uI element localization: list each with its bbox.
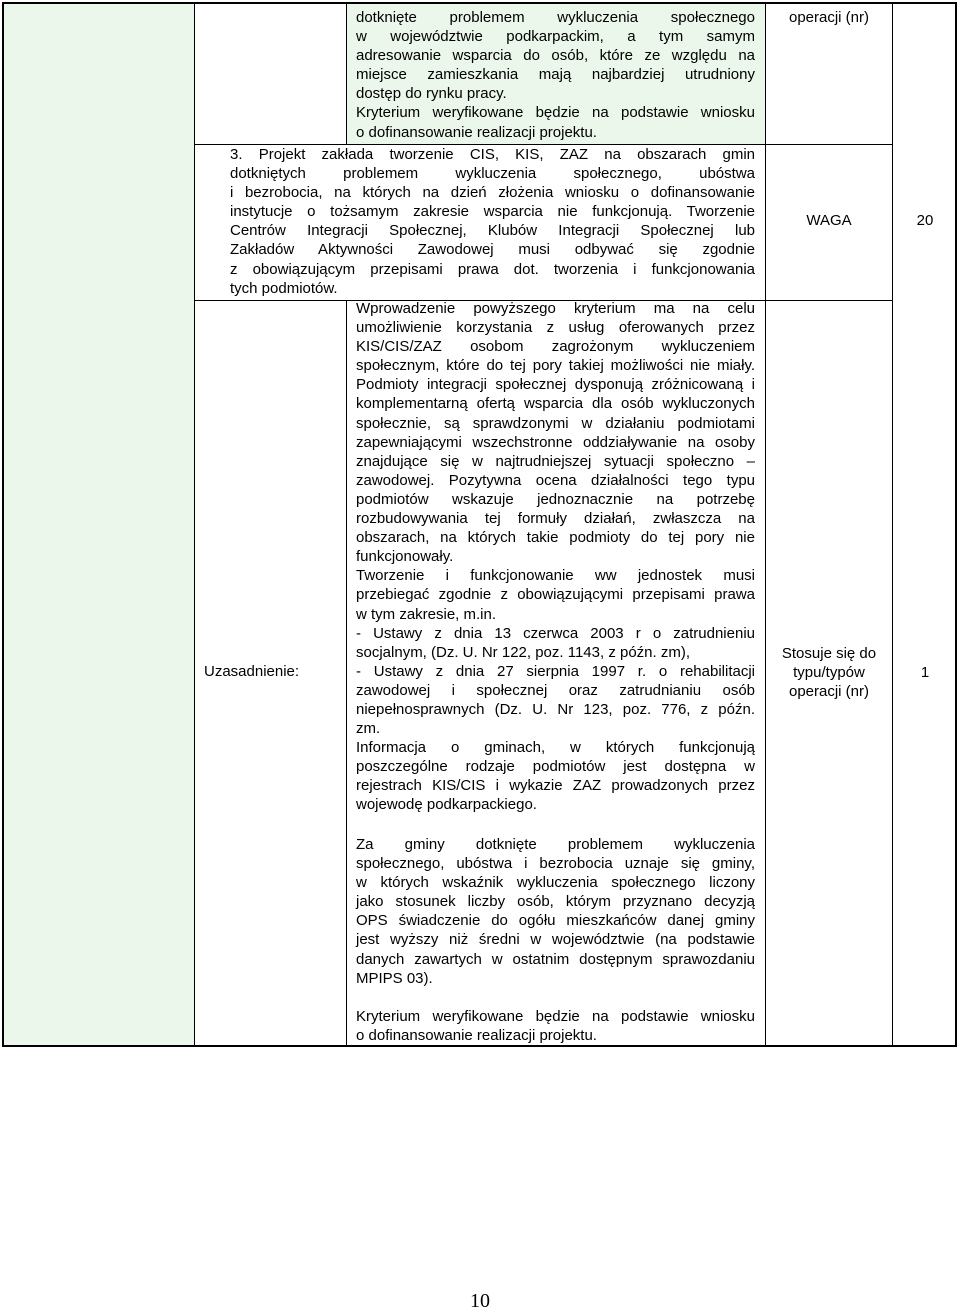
text-line: zapewniającymi wszechstronne oddziaływanie na osoby (356, 433, 755, 451)
applies-to-label: Stosuje się do typu/typów operacji (nr) (781, 645, 877, 701)
criterion-3-description (230, 145, 755, 298)
col-divider-4 (892, 4, 893, 1045)
text-line: w których wskaźnik wykluczenia społecznego liczony (356, 874, 755, 892)
text-line: w województwie podkarpackim, a tym samym (356, 28, 755, 46)
text-line: danych zawartych w ostatnim dostępnym sprawozdaniu (356, 950, 755, 968)
text-line: przebiegać zgodnie z obowiązującymi przepisami prawa (356, 586, 755, 604)
text-line: Wprowadzenie powyższego kryterium ma na celu (356, 300, 755, 317)
text-line: z obowiązującym przepisami prawa dot. tworzenia i funkcjonowania (230, 260, 755, 278)
justification-label: Uzasadnienie: (204, 663, 300, 680)
text-line: zawodowej. Pozytywna ocena działalności tego typu (356, 471, 755, 489)
text-line: dotkniętych problemem wykluczenia społecznego, ubóstwa (230, 165, 755, 183)
weight-label: WAGA (806, 212, 852, 229)
text-line: instytucje o tożsamym zakresie wsparcia nie funkcjonują. Tworzenie (230, 203, 755, 221)
text-line: - Ustawy z dnia 13 czerwca 2003 r o zatrudnieniu (356, 624, 755, 642)
text-line: społecznego, ubóstwa i bezrobocia uznaje się gminy, (356, 855, 755, 873)
justification-text-3 (356, 1007, 755, 1045)
justification-text (356, 299, 755, 815)
text-line: adresowanie wsparcia do osób, które ze względu na (356, 47, 755, 65)
text-line: jest wyższy niż średni w województwie (na podstawie (356, 931, 755, 949)
col-divider-2 (346, 4, 347, 144)
text-line: funkcjonowały. (356, 548, 454, 566)
text-line: zm. (356, 720, 381, 738)
text-line: wojewodę podkarpackiego. (356, 796, 537, 814)
col-divider-2b (346, 300, 347, 1045)
text-line: jako stosunek liczby osób, którym przyznano decyzją (356, 893, 755, 911)
text-line: Kryterium weryfikowane będzie na podstawie wniosku (356, 104, 755, 122)
text-line: o dofinansowanie realizacji projektu. (356, 1027, 597, 1045)
text-line: socjalnym, (Dz. U. Nr 122, poz. 1143, z późn. zm), (356, 643, 691, 661)
text-line: Zakładów Aktywności Zawodowej musi odbywać się zgodnie (230, 241, 755, 259)
label-column-bg (4, 4, 194, 1045)
text-line: dostęp do rynku pracy. (356, 85, 507, 103)
text-line: Informacja o gminach, w których funkcjonują (356, 739, 755, 757)
justification-text-2 (356, 835, 755, 988)
text-line: podmiotów wskazuje jednoznacznie na potrzebę (356, 490, 755, 508)
text-line: społecznym, które do tej pory takiej możliwości nie miały. (356, 357, 755, 375)
text-line: Kryterium weryfikowane będzie na podstawie wniosku (356, 1008, 755, 1025)
text-line: OPS świadczenie do ogółu mieszkańców danej gminy (356, 912, 755, 930)
text-line: rozbudowywania tej formuły działań, zwłaszcza na (356, 510, 755, 528)
text-line: znajdujące się w najtrudniejszej sytuacji społeczno – (356, 452, 755, 470)
col-divider-1 (194, 4, 195, 1045)
text-line: dotknięte problemem wykluczenia społecznego (356, 9, 755, 26)
text-line: niepełnosprawnych (Dz. U. Nr 123, poz. 776, z późn. (356, 700, 755, 718)
applies-to-value: 1 (920, 664, 930, 681)
text-line: poszczególne rodzaje podmiotów jest dostępna w (356, 758, 755, 776)
text-line: 3. Projekt zakłada tworzenie CIS, KIS, ZAZ na obszarach gmin (230, 146, 755, 163)
col-divider-3 (765, 4, 766, 1045)
text-line: o dofinansowanie realizacji projektu. (356, 123, 597, 141)
text-line: w tym zakresie, m.in. (356, 605, 497, 623)
text-line: KIS/CIS/ZAZ osobom zagrożonym wykluczeniem (356, 338, 755, 356)
row-top-description (356, 8, 755, 142)
text-line: umożliwienie korzystania z usług oferowanych przez (356, 319, 755, 337)
text-line: - Ustawy z dnia 27 sierpnia 1997 r. o rehabilitacji (356, 662, 755, 680)
text-line: miejsce zamieszkania mają najbardziej utrudniony (356, 66, 755, 84)
text-line: Za gminy dotknięte problemem wykluczenia (356, 836, 755, 853)
weight-value: 20 (916, 212, 934, 229)
row-top-applies-label: operacji (nr) (788, 9, 870, 26)
text-line: zawodowej i społecznej oraz zatrudnianiu osób (356, 681, 755, 699)
text-line: Podmioty integracji społecznej dysponują zróżnicowaną i (356, 376, 755, 394)
text-line: obszarach, na których takie podmioty do tej pory nie (356, 529, 755, 547)
text-line: tych podmiotów. (230, 279, 338, 297)
text-line: i bezrobocia, na których na dzień złożenia wniosku o dofinansowanie (230, 184, 755, 202)
page-number: 10 (470, 1290, 490, 1312)
criteria-table (2, 2, 957, 1047)
text-line: Tworzenie i funkcjonowanie ww jednostek musi (356, 567, 755, 585)
text-line: rejestrach KIS/CIS i wykazie ZAZ prowadzonych przez (356, 777, 755, 795)
text-line: Centrów Integracji Społecznej, Klubów Integracji Społecznej lub (230, 222, 755, 240)
text-line: społecznie, są sprawdzonymi w działaniu podmiotami (356, 414, 755, 432)
text-line: MPIPS 03). (356, 969, 433, 987)
text-line: komplementarną ofertą wsparcia dla osób wykluczonych (356, 395, 755, 413)
